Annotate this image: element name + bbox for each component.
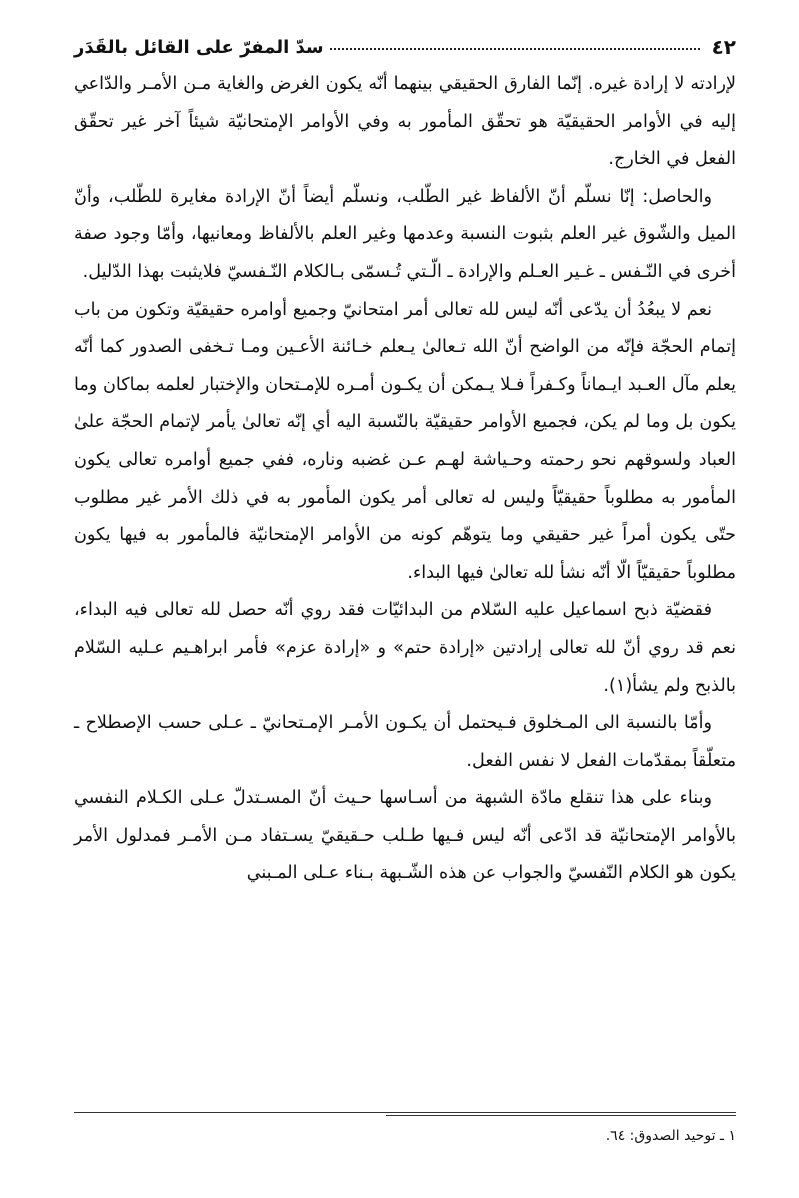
paragraph-6: وبناء على هذا تنقلع مادّة الشبهة من أسـاسها حـيث أنّ المسـتدلّ عـلى الكـلام النفسي بالأوامر الإمتحانيّة قد ادّعى أنّه ليس فـيها طـلب حـقيقيّ يسـتفاد مـن الأمـر فمدلول الأمر يكون هو الكلام النّفسيّ والجواب عن هذه الشّـبهة بـناء عـلى المـبني xyxy=(74,788,736,884)
running-header xyxy=(74,30,736,64)
page-number: ٤٢ xyxy=(711,35,736,59)
footnote: ١ ـ توحيد الصدوق: ٦٤. xyxy=(605,1128,736,1144)
header-dotted-leader xyxy=(330,48,700,50)
running-title: سدّ المفرّ على القائل بالقَدَر xyxy=(74,36,324,58)
footnote-separator xyxy=(74,1112,736,1113)
footnote-separator-short xyxy=(386,1115,736,1116)
body-text xyxy=(74,66,736,893)
paragraph-4: فقضيّة ذبح اسماعيل عليه السّلام من البدائيّات فقد روي أنّه حصل لله تعالى فيه البداء، نعم قد روي أنّ لله تعالى إرادتين «إرادة حتم» و «إرادة عزم» فأمر ابراهـيم عـليه السّلام بالذبح ولم يشأ(١). xyxy=(74,600,736,696)
paragraph-2: والحاصل: إنّا نسلّم أنّ الألفاظ غير الطّلب، ونسلّم أيضاً أنّ الإرادة مغايرة للطّلب، وأنّ الميل والشّوق غير العلم بثبوت النسبة وعدمها وغير العلم بالألفاظ ومعانيها، وأمّا وجود صفة أخرى في النّـفس ـ غـير العـلم والإرادة ـ الّـتي تُـسمّى بـالكلام النّـفسيّ فلايثبت بهذا الدّليل. xyxy=(74,186,736,282)
paragraph-5: وأمّا بالنسبة الى المـخلوق فـيحتمل أن يكـون الأمـر الإمـتحانيّ ـ عـلى حسب الإصطلاح ـ متعلّقاً بمقدّمات الفعل لا نفس الفعل. xyxy=(74,713,736,771)
paragraph-3: نعم لا يبعُدُ أن يدّعى أنّه ليس لله تعالى أمر امتحانيّ وجميع أوامره حقيقيّة وتكون من باب إتمام الحجّة فإنّه من الواضح أنّ الله تـعالىٰ يـعلم خـائنة الأعـين ومـا تـخفى الصدور كما أنّه يعلم مآل العـبد ايـماناً وكـفراً فـلا يـمكن أن يكـون أمـره للإمـتحان والإختبار لعلمه بماكان وما يكون بل وما لم يكن، فجميع الأوامر حقيقيّة بالنّسبة اليه أي إنّه تعالىٰ يأمر لإتمام الحجّة علىٰ العباد ولسوقهم نحو رحمته وحـياشة لهـم عـن غضبه وناره، ففي جميع أوامره تعالى يكون المأمور به مطلوباً حقيقيّاً وليس له تعالى أمر يكون المأمور به في ذلك الأمر غير مطلوب حتّى يكون أمراً غير حقيقي وما يتوهّم كونه من الأوامر الإمتحانيّة فالمأمور به فيها يكون مطلوباً حقيقيّاً الّا أنّه نشأ لله تعالىٰ فيها البداء. xyxy=(74,299,736,583)
paragraph-1: لإرادته لا إرادة غيره. إنّما الفارق الحقيقي بينهما أنّه يكون الغرض والغاية مـن الأمـر والدّاعي إليه في الأوامر الحقيقيّة هو تحقّق المأمور به وفي الأوامر الإمتحانيّة شيئاً آخر غير تحقّق الفعل في الخارج. xyxy=(74,74,736,170)
